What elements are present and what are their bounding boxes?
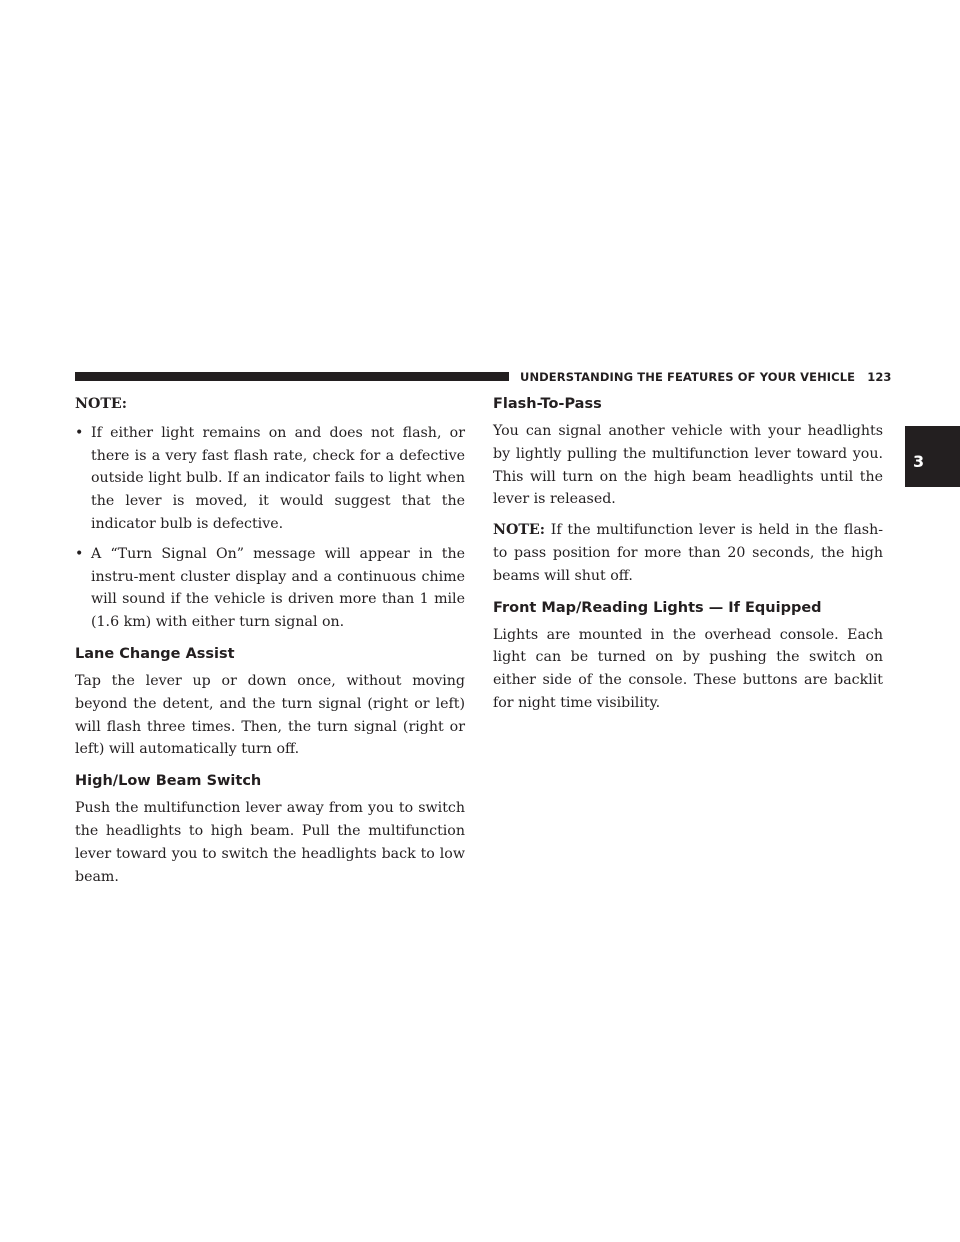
note-bullet-list bbox=[75, 422, 465, 634]
list-item bbox=[75, 422, 465, 536]
flash-note-text: If the multifunction lever is held in the flash-to pass position for more than 20 seconds, the high beams will shut off. bbox=[493, 522, 883, 584]
lane-change-text: Tap the lever up or down once, without moving beyond the detent, and the turn signal (right or left) will flash three times. Then, the turn signal (right or left) will automatically turn off. bbox=[75, 672, 465, 758]
flash-to-pass-heading: Flash-To-Pass bbox=[493, 396, 602, 412]
flash-note-label: NOTE: bbox=[493, 522, 545, 539]
bullet-icon: • bbox=[75, 545, 84, 562]
running-header bbox=[520, 370, 892, 384]
chapter-number: 3 bbox=[913, 452, 925, 471]
left-column bbox=[75, 393, 465, 896]
map-lights-text: Lights are mounted in the overhead console. Each light can be turned on by pushing the switch on either side of the console. These buttons are backlit for night time visibility. bbox=[493, 626, 883, 711]
right-column bbox=[493, 393, 883, 723]
chapter-tab bbox=[905, 426, 960, 487]
lane-change-heading: Lane Change Assist bbox=[75, 645, 235, 662]
bullet-text: A “Turn Signal On” message will appear in the instru-ment cluster display and a continuous chime will sound if the vehicle is driven more than 1 mile (1.6 km) with either turn signal on. bbox=[91, 545, 465, 631]
list-item bbox=[75, 543, 465, 634]
bullet-icon: • bbox=[75, 424, 84, 441]
header-rule bbox=[75, 372, 509, 381]
map-lights-heading: Front Map/Reading Lights — If Equipped bbox=[493, 599, 822, 616]
flash-note bbox=[493, 519, 883, 587]
flash-to-pass-text: You can signal another vehicle with your headlights by lightly pulling the multifunction lever toward you. This will turn on the high beam headlights until the lever is released. bbox=[493, 423, 883, 508]
bullet-text: If either light remains on and does not flash, or there is a very fast flash rate, check for a defective outside light bulb. If an indicator fails to light when the lever is moved, it would suggest that the indicator bulb is defective. bbox=[91, 424, 465, 532]
high-low-beam-heading: High/Low Beam Switch bbox=[75, 773, 262, 790]
note-label: NOTE: bbox=[75, 396, 127, 412]
page-number: 123 bbox=[867, 370, 892, 384]
high-low-beam-text: Push the multifunction lever away from you to switch the headlights to high beam. Pull the multifunction lever toward you to switch the headlights back to low beam. bbox=[75, 800, 465, 885]
section-title: UNDERSTANDING THE FEATURES OF YOUR VEHICLE bbox=[520, 370, 856, 384]
